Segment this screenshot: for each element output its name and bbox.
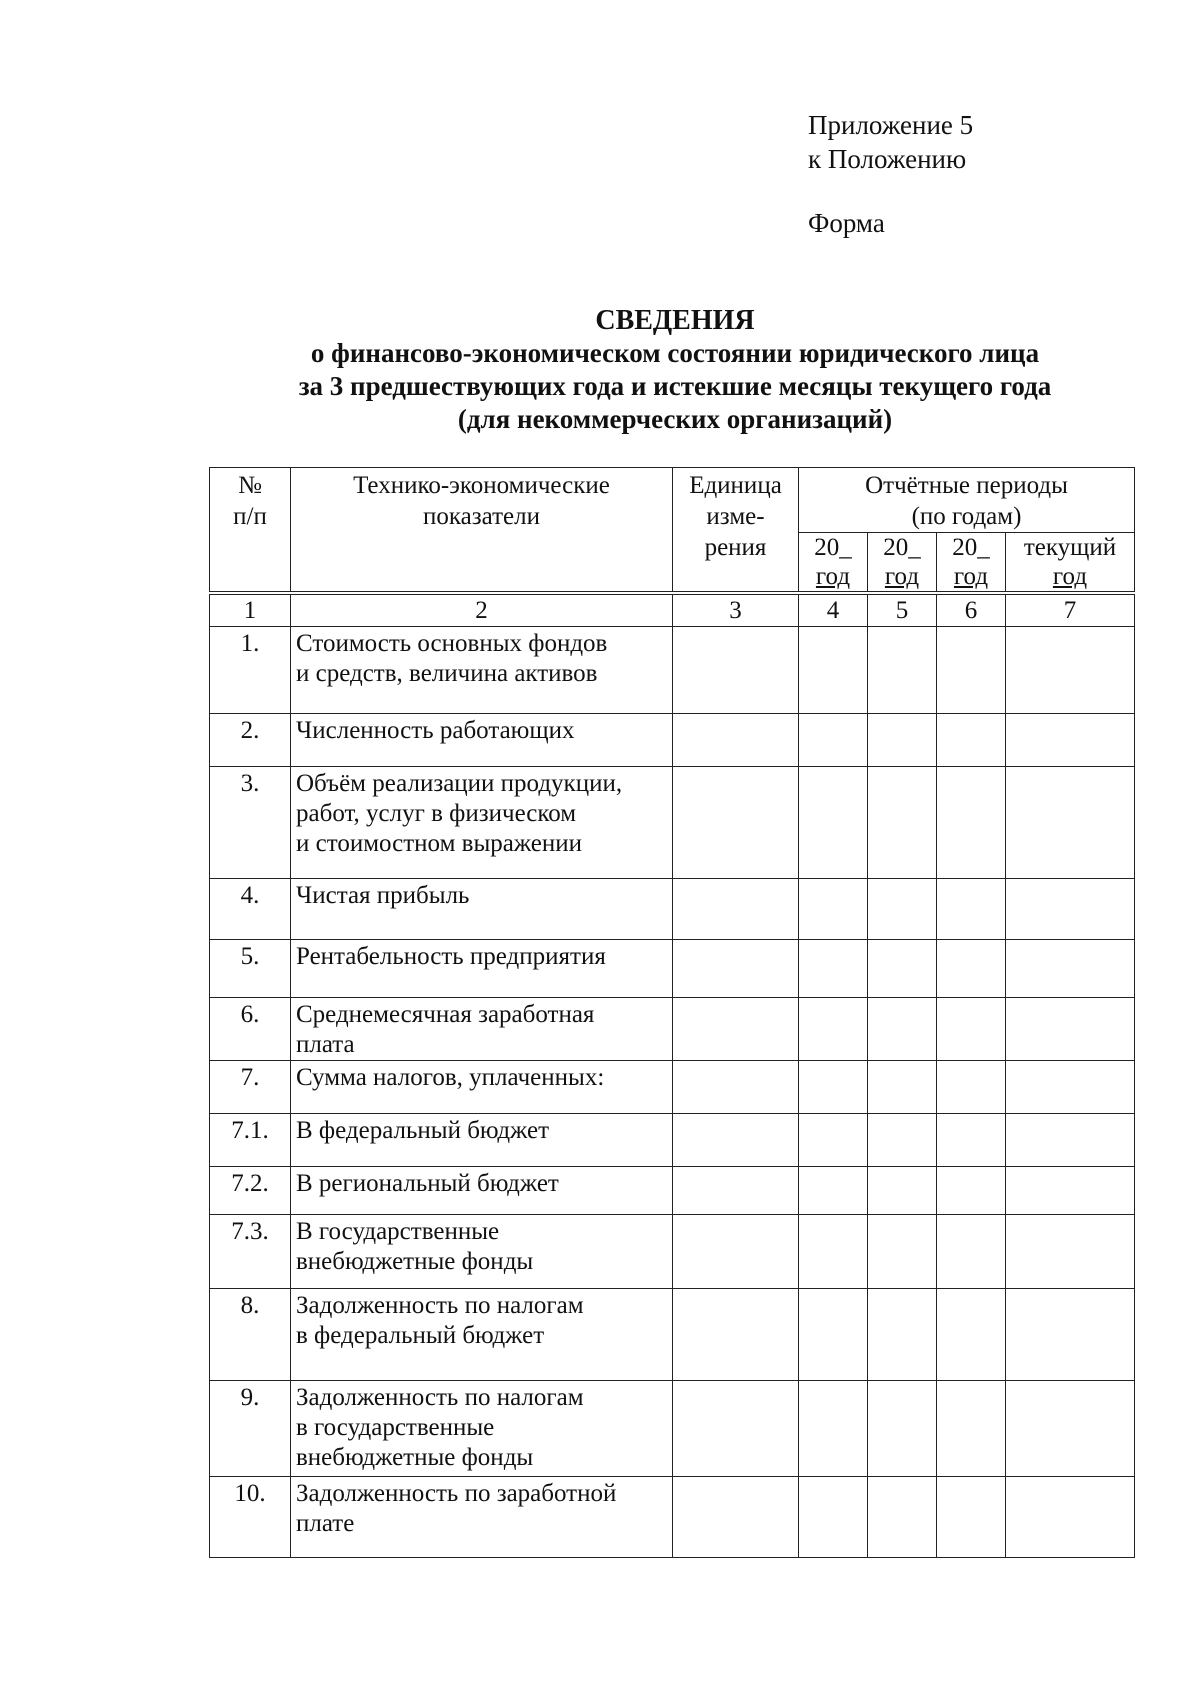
year-2-cell[interactable] xyxy=(868,627,937,714)
header-unit: Единица изме- рения xyxy=(673,468,799,594)
appendix-reference: к Положению xyxy=(808,144,967,174)
unit-cell[interactable] xyxy=(673,627,799,714)
header-current-year: текущий год xyxy=(1006,533,1135,594)
unit-cell[interactable] xyxy=(673,1167,799,1215)
header-indicators: Технико-экономические показатели xyxy=(291,468,673,594)
table-row xyxy=(210,1289,1135,1381)
year-3-cell[interactable] xyxy=(937,1114,1006,1167)
year-2-cell[interactable] xyxy=(868,767,937,879)
unit-cell[interactable] xyxy=(673,1215,799,1289)
row-number: 4. xyxy=(210,879,291,940)
table-row xyxy=(210,1381,1135,1477)
indicator-name-line: в государственные xyxy=(296,1414,495,1441)
indicator-name-line: и средств, величина активов xyxy=(296,660,598,687)
unit-cell[interactable] xyxy=(673,1289,799,1381)
indicator-name-line: Объём реализации продукции, xyxy=(296,770,623,797)
year-2-cell[interactable] xyxy=(868,1114,937,1167)
year-1-cell[interactable] xyxy=(799,940,868,998)
row-number: 10. xyxy=(210,1477,291,1558)
current-year-cell[interactable] xyxy=(1006,714,1135,767)
year-2-cell[interactable] xyxy=(868,1061,937,1114)
indicator-name-line: в федеральный бюджет xyxy=(296,1322,545,1349)
unit-cell[interactable] xyxy=(673,998,799,1061)
title-main: СВЕДЕНИЯ xyxy=(595,305,755,336)
year-3-cell[interactable] xyxy=(937,1289,1006,1381)
year-2-cell[interactable] xyxy=(868,1215,937,1289)
unit-cell[interactable] xyxy=(673,1114,799,1167)
year-1-cell[interactable] xyxy=(799,1114,868,1167)
row-number: 9. xyxy=(210,1381,291,1477)
indicator-name xyxy=(291,879,673,940)
column-number: 2 xyxy=(291,593,673,627)
table-row xyxy=(210,998,1135,1061)
row-number: 5. xyxy=(210,940,291,998)
row-number: 6. xyxy=(210,998,291,1061)
current-year-cell[interactable] xyxy=(1006,1167,1135,1215)
indicator-name-line: и стоимостном выражении xyxy=(296,830,583,857)
table-row xyxy=(210,1061,1135,1114)
year-1-cell[interactable] xyxy=(799,1167,868,1215)
header-year-2: 20_ год xyxy=(868,533,937,594)
indicator-name xyxy=(291,1477,673,1558)
current-year-cell[interactable] xyxy=(1006,1477,1135,1558)
table-row xyxy=(210,1215,1135,1289)
title-scope: (для некоммерческих организаций) xyxy=(457,404,893,434)
year-1-cell[interactable] xyxy=(799,1477,868,1558)
table-body xyxy=(210,627,1135,1558)
year-3-cell[interactable] xyxy=(937,627,1006,714)
current-year-cell[interactable] xyxy=(1006,1114,1135,1167)
year-2-cell[interactable] xyxy=(868,940,937,998)
year-3-cell[interactable] xyxy=(937,940,1006,998)
year-3-cell[interactable] xyxy=(937,879,1006,940)
indicator-name-line: В государственные xyxy=(296,1218,500,1245)
unit-cell[interactable] xyxy=(673,1061,799,1114)
column-number: 4 xyxy=(799,593,868,627)
row-number: 8. xyxy=(210,1289,291,1381)
table-row xyxy=(210,627,1135,714)
indicator-name xyxy=(291,767,673,879)
current-year-cell[interactable] xyxy=(1006,1289,1135,1381)
indicator-name-line: Численность работающих xyxy=(296,717,575,744)
indicator-name-line: В федеральный бюджет xyxy=(296,1117,550,1144)
indicator-name-line: Задолженность по налогам xyxy=(296,1292,584,1319)
year-2-cell[interactable] xyxy=(868,998,937,1061)
indicator-name xyxy=(291,1167,673,1215)
row-number: 1. xyxy=(210,627,291,714)
year-3-cell[interactable] xyxy=(937,1167,1006,1215)
column-number: 3 xyxy=(673,593,799,627)
year-3-cell[interactable] xyxy=(937,1215,1006,1289)
indicator-name-line: плата xyxy=(296,1031,355,1058)
indicator-name-line: Сумма налогов, уплаченных: xyxy=(296,1064,605,1091)
indicator-name-line: Задолженность по заработной xyxy=(296,1480,617,1507)
indicator-name xyxy=(291,1215,673,1289)
indicator-name-line: Чистая прибыль xyxy=(296,882,470,909)
year-1-cell[interactable] xyxy=(799,1215,868,1289)
document-title xyxy=(0,304,1200,436)
year-2-cell[interactable] xyxy=(868,1477,937,1558)
row-number: 3. xyxy=(210,767,291,879)
year-1-cell[interactable] xyxy=(799,879,868,940)
table-row xyxy=(210,714,1135,767)
form-label: Форма xyxy=(808,208,885,238)
current-year-cell[interactable] xyxy=(1006,767,1135,879)
current-year-cell[interactable] xyxy=(1006,1381,1135,1477)
unit-cell[interactable] xyxy=(673,1381,799,1477)
table-row xyxy=(210,1114,1135,1167)
year-1-cell[interactable] xyxy=(799,998,868,1061)
indicators-table xyxy=(209,467,1135,1558)
current-year-cell[interactable] xyxy=(1006,627,1135,714)
current-year-cell[interactable] xyxy=(1006,1061,1135,1114)
unit-cell[interactable] xyxy=(673,1477,799,1558)
indicator-name xyxy=(291,1114,673,1167)
indicator-name xyxy=(291,1289,673,1381)
header-year-3: 20_ год xyxy=(937,533,1006,594)
year-3-cell[interactable] xyxy=(937,714,1006,767)
column-number: 1 xyxy=(210,593,291,627)
year-3-cell[interactable] xyxy=(937,1381,1006,1477)
indicator-name xyxy=(291,1381,673,1477)
column-number: 6 xyxy=(937,593,1006,627)
row-number: 7.3. xyxy=(210,1215,291,1289)
unit-cell[interactable] xyxy=(673,767,799,879)
year-2-cell[interactable] xyxy=(868,1289,937,1381)
table-row xyxy=(210,1477,1135,1558)
row-number: 7.1. xyxy=(210,1114,291,1167)
indicator-name-line: В региональный бюджет xyxy=(296,1170,559,1197)
indicator-name-line: работ, услуг в физическом xyxy=(296,800,577,827)
year-3-cell[interactable] xyxy=(937,1477,1006,1558)
year-1-cell[interactable] xyxy=(799,714,868,767)
indicator-name-line: плате xyxy=(296,1510,355,1537)
indicator-name xyxy=(291,998,673,1061)
year-3-cell[interactable] xyxy=(937,767,1006,879)
indicator-name xyxy=(291,627,673,714)
current-year-cell[interactable] xyxy=(1006,940,1135,998)
current-year-cell[interactable] xyxy=(1006,879,1135,940)
unit-cell[interactable] xyxy=(673,714,799,767)
year-2-cell[interactable] xyxy=(868,879,937,940)
unit-cell[interactable] xyxy=(673,879,799,940)
title-period: за 3 предшествующих года и истекшие месяцы текущего года xyxy=(298,371,1052,401)
appendix-note xyxy=(808,108,973,240)
appendix-number: Приложение 5 xyxy=(808,110,974,140)
indicator-name-line: Среднемесячная заработная xyxy=(296,1001,595,1028)
indicator-name-line: Рентабельность предприятия xyxy=(296,943,606,970)
year-1-cell[interactable] xyxy=(799,1061,868,1114)
column-number: 5 xyxy=(868,593,937,627)
table-row xyxy=(210,1167,1135,1215)
column-numbers-row xyxy=(210,593,1135,627)
year-2-cell[interactable] xyxy=(868,1381,937,1477)
indicator-name-line: внебюджетные фонды xyxy=(296,1248,534,1275)
year-3-cell[interactable] xyxy=(937,998,1006,1061)
year-2-cell[interactable] xyxy=(868,714,937,767)
header-periods: Отчётные периоды (по годам) xyxy=(799,468,1135,533)
year-1-cell[interactable] xyxy=(799,1381,868,1477)
header-year-1: 20_ год xyxy=(799,533,868,594)
column-number: 7 xyxy=(1006,593,1135,627)
table-row xyxy=(210,940,1135,998)
table-header-row xyxy=(210,468,1135,533)
indicator-name xyxy=(291,1061,673,1114)
year-2-cell[interactable] xyxy=(868,1167,937,1215)
year-1-cell[interactable] xyxy=(799,627,868,714)
table-row xyxy=(210,767,1135,879)
indicator-name-line: Задолженность по налогам xyxy=(296,1384,584,1411)
indicator-name-line: Стоимость основных фондов xyxy=(296,630,608,657)
indicator-name-line: внебюджетные фонды xyxy=(296,1444,534,1471)
row-number: 7. xyxy=(210,1061,291,1114)
indicator-name xyxy=(291,940,673,998)
row-number: 7.2. xyxy=(210,1167,291,1215)
header-number: № п/п xyxy=(210,468,291,594)
title-subject: о финансово-экономическом состоянии юридического лица xyxy=(310,338,1040,368)
current-year-cell[interactable] xyxy=(1006,1215,1135,1289)
table-row xyxy=(210,879,1135,940)
current-year-cell[interactable] xyxy=(1006,998,1135,1061)
year-3-cell[interactable] xyxy=(937,1061,1006,1114)
unit-cell[interactable] xyxy=(673,940,799,998)
year-1-cell[interactable] xyxy=(799,1289,868,1381)
indicator-name xyxy=(291,714,673,767)
year-1-cell[interactable] xyxy=(799,767,868,879)
row-number: 2. xyxy=(210,714,291,767)
